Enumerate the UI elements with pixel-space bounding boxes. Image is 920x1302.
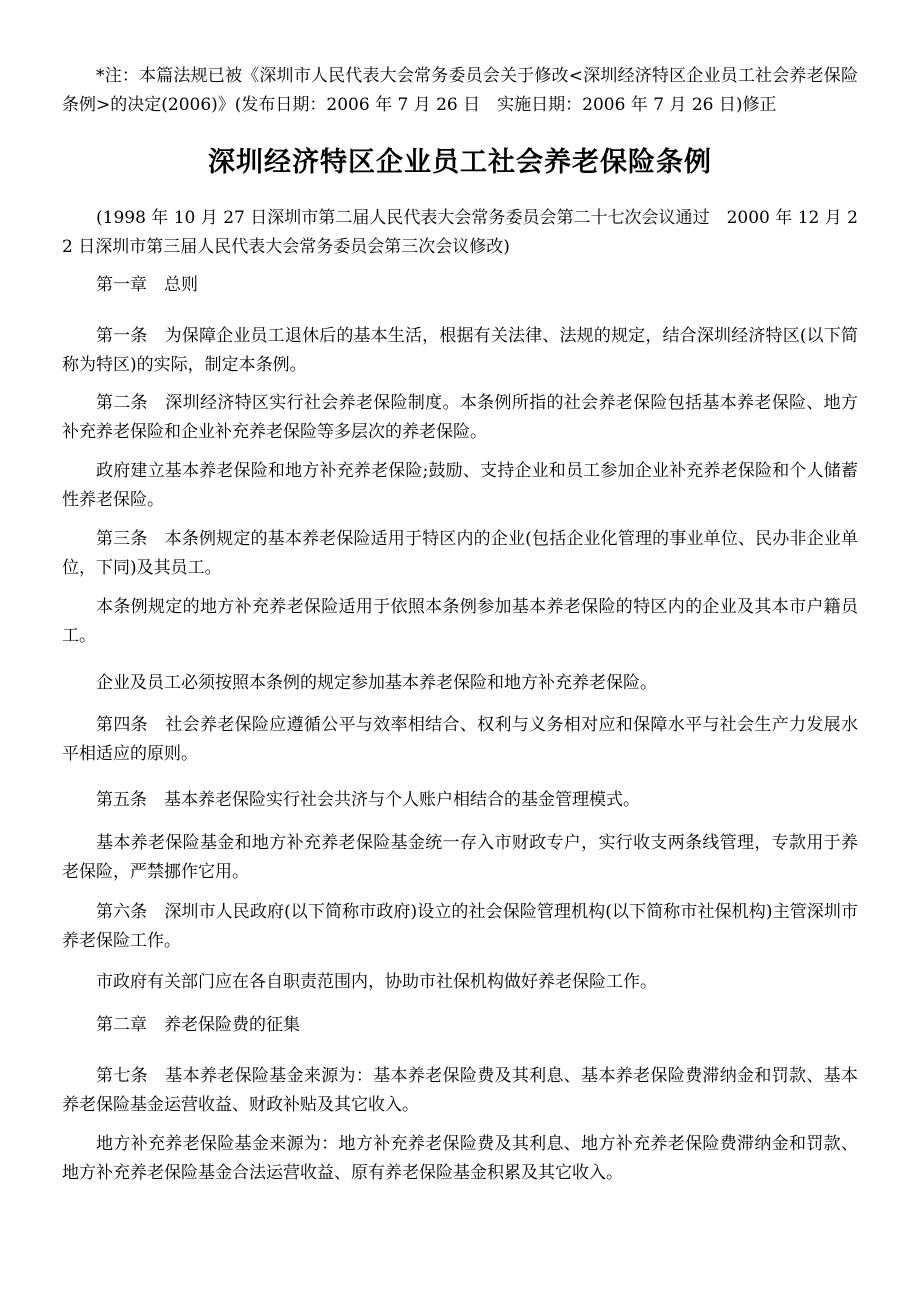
chapter-heading: 第一章 总则 bbox=[96, 275, 198, 295]
chapter-heading: 第二章 养老保险费的征集 bbox=[96, 1015, 300, 1035]
article-paragraph: 第七条 基本养老保险基金来源为：基本养老保险费及其利息、基本养老保险费滞纳金和罚款、基本养老保险基金运营收益、财政补贴及其它收入。 bbox=[62, 1066, 858, 1115]
amendment-note: *注：本篇法规已被《深圳市人民代表大会常务委员会关于修改<深圳经济特区企业员工社会养老保险条例>的决定(2006)》(发布日期：2006 年 7 月 26 日 实施日期：2006 年 7 月 26 日)修正 bbox=[62, 66, 858, 115]
article-paragraph: 政府建立基本养老保险和地方补充养老保险;鼓励、支持企业和员工参加企业补充养老保险和个人储蓄性养老保险。 bbox=[62, 461, 858, 510]
article-paragraph: 基本养老保险基金和地方补充养老保险基金统一存入市财政专户，实行收支两条线管理，专款用于养老保险，严禁挪作它用。 bbox=[62, 833, 858, 882]
article-paragraph: 本条例规定的地方补充养老保险适用于依照本条例参加基本养老保险的特区内的企业及其本市户籍员工。 bbox=[62, 597, 858, 646]
article-paragraph: 企业及员工必须按照本条例的规定参加基本养老保险和地方补充养老保险。 bbox=[96, 673, 657, 693]
article-paragraph: 第四条 社会养老保险应遵循公平与效率相结合、权利与义务相对应和保障水平与社会生产力发展水平相适应的原则。 bbox=[62, 715, 858, 764]
article-paragraph: 市政府有关部门应在各自职责范围内，协助市社保机构做好养老保险工作。 bbox=[96, 972, 657, 992]
article-paragraph: 第六条 深圳市人民政府(以下简称市政府)设立的社会保险管理机构(以下简称市社保机构)主管深圳市养老保险工作。 bbox=[62, 902, 858, 951]
article-paragraph: 第三条 本条例规定的基本养老保险适用于特区内的企业(包括企业化管理的事业单位、民办非企业单位，下同)及其员工。 bbox=[62, 529, 858, 578]
article-paragraph: 第一条 为保障企业员工退休后的基本生活，根据有关法律、法规的规定，结合深圳经济特区(以下简称为特区)的实际，制定本条例。 bbox=[62, 326, 858, 375]
article-paragraph: 地方补充养老保险基金来源为：地方补充养老保险费及其利息、地方补充养老保险费滞纳金和罚款、地方补充养老保险基金合法运营收益、原有养老保险基金积累及其它收入。 bbox=[62, 1134, 858, 1183]
adoption-note: (1998 年 10 月 27 日深圳市第二届人民代表大会常务委员会第二十七次会议通过 2000 年 12 月 22 日深圳市第三届人民代表大会常务委员会第三次会议修改) bbox=[62, 208, 858, 257]
article-paragraph: 第五条 基本养老保险实行社会共济与个人账户相结合的基金管理模式。 bbox=[96, 790, 640, 810]
document-title: 深圳经济特区企业员工社会养老保险条例 bbox=[208, 147, 712, 178]
article-paragraph: 第二条 深圳经济特区实行社会养老保险制度。本条例所指的社会养老保险包括基本养老保险、地方补充养老保险和企业补充养老保险等多层次的养老保险。 bbox=[62, 393, 858, 442]
